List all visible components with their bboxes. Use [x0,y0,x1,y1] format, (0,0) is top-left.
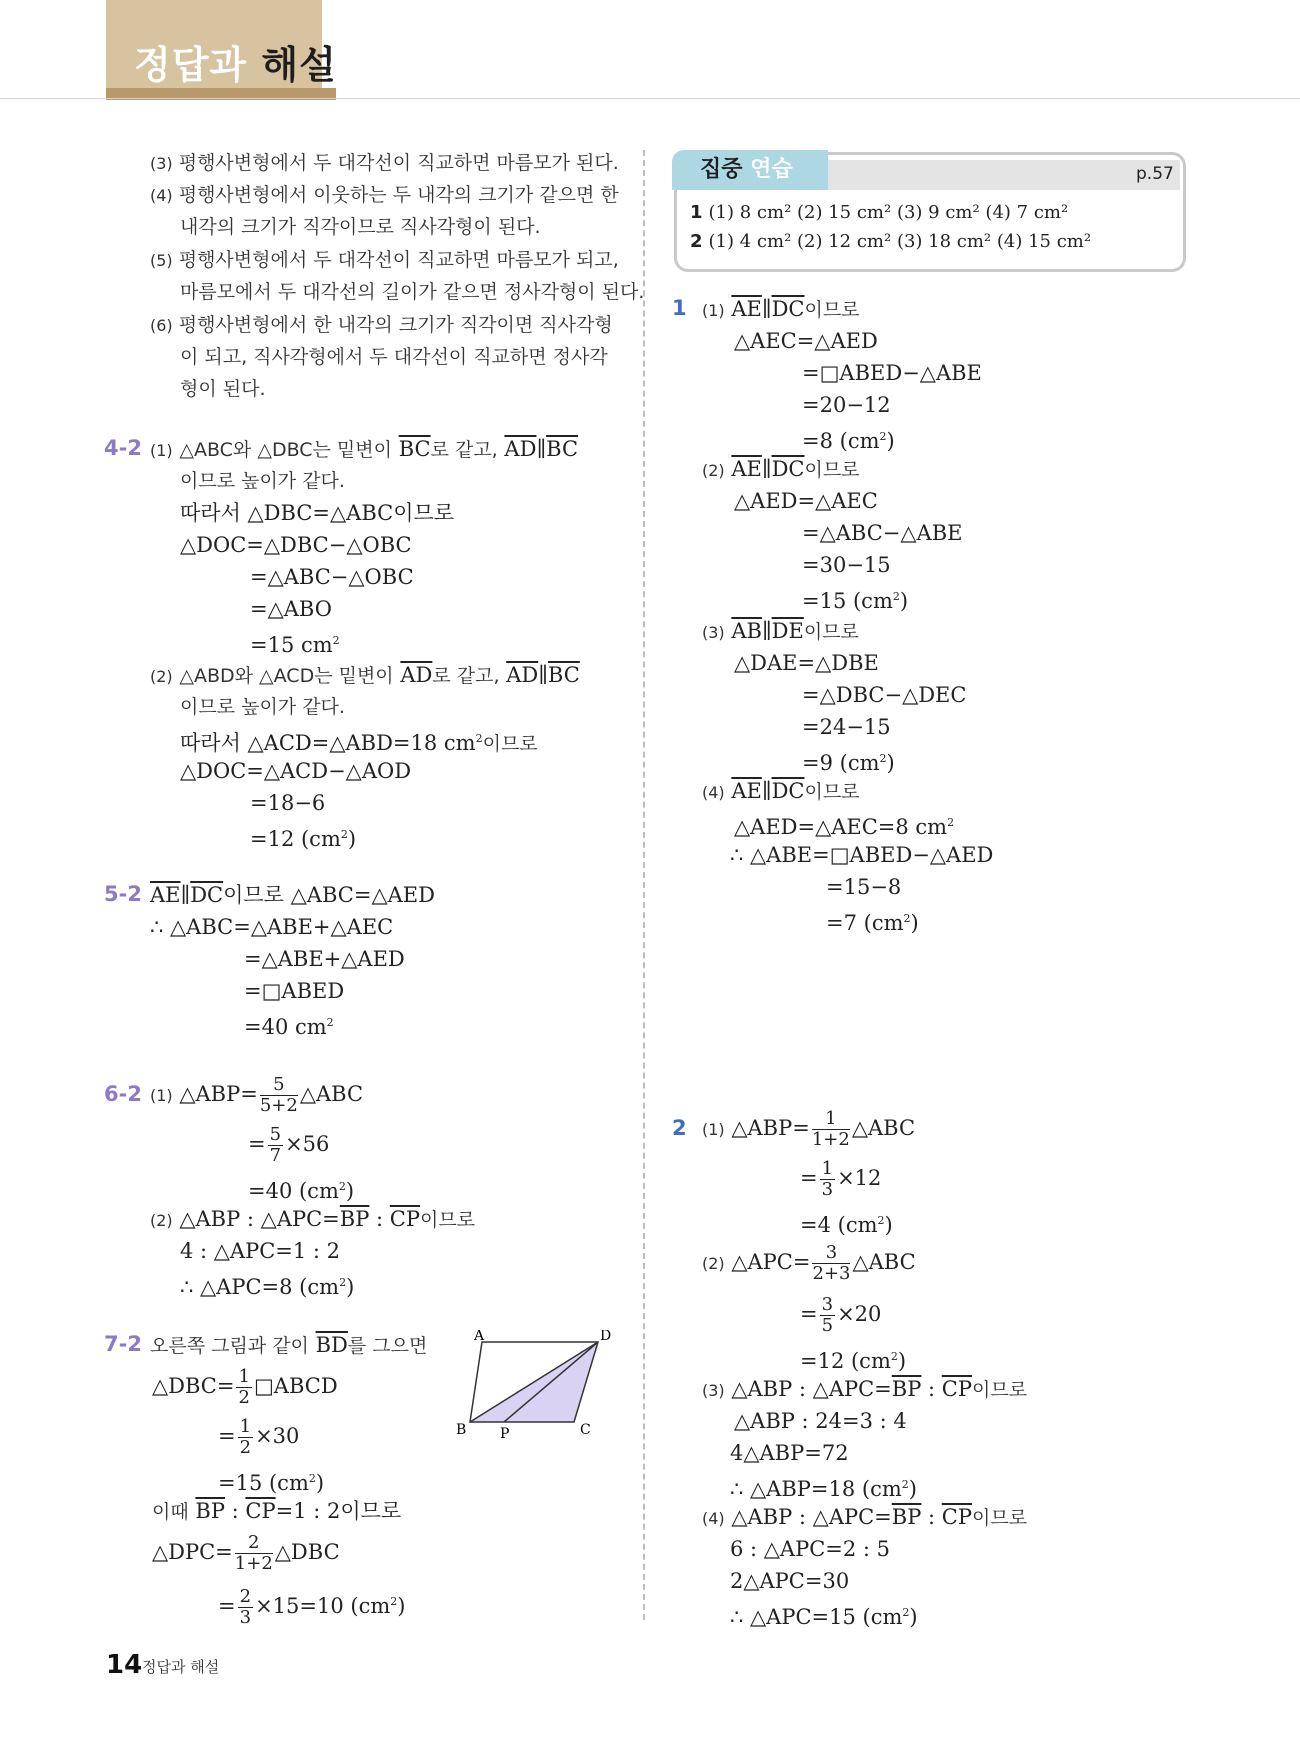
fraction: $\frac{3}{2+3}$ [812,1242,851,1284]
solution-line: △DOC=△ACD−△AOD [180,759,412,783]
solution-line: (4) △ABP : $\triangle APC=\overline{BP}$ : $\overline{CP}$이므로 [702,1505,1028,1529]
fraction: $\frac{5}{7}$ [269,1124,282,1166]
fraction: $\frac{5}{5+2}$ [259,1074,298,1116]
solution-line: =△ABC−△OBC [250,565,414,589]
solution-line: (3) $\overline{AB}\parallel\overline{DE}$이므로 [702,619,859,643]
answer-line: 내각의 크기가 직각이므로 직사각형이 된다. [180,216,541,238]
solution-line: △DPC= $\frac{2}{1+2}$ △DBC [152,1532,340,1574]
answer-line: 마름모에서 두 대각선의 길이가 같으면 정사각형이 된다. [180,281,645,303]
column-divider [643,150,645,1620]
solution-line: ∴ △APC=8 $(cm^2)$ [180,1275,355,1299]
solution-line: 이므로 높이가 같다. [180,696,345,718]
label-p: P [500,1426,510,1440]
parallelogram-figure [450,1330,620,1440]
fraction: $\frac{2}{3}$ [239,1586,252,1628]
solution-line: =△DBC−△DEC [802,683,967,707]
solution-line: ∴ △APC=15 $(cm^2)$ [730,1605,918,1629]
fraction: $\frac{1}{2}$ [238,1366,250,1408]
solution-line: $\overline{AE}\parallel\overline{DC}$이므로 △ABC=△AED [150,883,435,907]
answer-line: (4) 평행사변형에서 이웃하는 두 내각의 크기가 같으면 한 [150,184,619,206]
solution-line: =12 $(cm^2)$ [250,827,357,851]
fraction: $\frac{3}{5}$ [821,1294,834,1336]
solution-line: =△ABE+△AED [244,947,405,971]
solution-line: (2) △ABD와 △ACD는 밑변이 $\overline{AD}$로 같고, $\overline{AD}\parallel\overline{BC}$ [150,663,580,687]
solution-line: (2) $\overline{AE}\parallel\overline{DC}$이므로 [702,457,860,481]
page-header-title: 정답과 해설 [134,43,337,87]
problem-number: 6-2 [104,1082,142,1106]
solution-line: ∴ △ABC=△ABE+△AEC [150,915,394,939]
solution-line: =18−6 [250,791,326,815]
solution-line: =15−8 [826,875,902,899]
solution-line: △DAE=△DBE [734,651,879,675]
solution-line: =40 $cm^2$ [244,1015,334,1039]
solution-line: 이므로 높이가 같다. [180,470,345,492]
footer-label: 정답과 해설 [142,1658,220,1676]
practice-title: 집중 연습 [672,150,828,190]
solution-line: 따라서 △DBC=△ABC이므로 [180,501,455,525]
fraction: $\frac{2}{1+2}$ [234,1532,273,1574]
solution-line: 6 : △APC=2 : 5 [730,1537,891,1561]
solution-line: 따라서 △ACD=△ABD=18 $cm^2$이므로 [180,731,538,755]
label-c: C [580,1422,591,1438]
solution-line: =24−15 [802,715,891,739]
answer-line: 이 되고, 직사각형에서 두 대각선이 직교하면 정사각 [180,346,608,368]
fraction: $\frac{1}{2}$ [239,1416,252,1458]
label-b: B [456,1422,467,1438]
solution-line: = $\frac{3}{5}$ ×20 [800,1294,882,1336]
practice-answer-row: 2 (1) 4 cm² (2) 12 cm² (3) 18 cm² (4) 15 cm² [690,231,1092,252]
solution-line: (2) △APC= $\frac{3}{2+3}$ △ABC [702,1242,916,1284]
solution-line: (3) △ABP : $\triangle APC=\overline{BP}$ : $\overline{CP}$이므로 [702,1377,1028,1401]
page-number: 14 [106,1650,143,1680]
solution-line: 4△ABP=72 [730,1441,849,1465]
solution-line: 오른쪽 그림과 같이 $\overline{BD}$를 그으면 [150,1333,428,1357]
answer-line: 형이 된다. [180,378,266,400]
problem-number: 2 [672,1116,687,1140]
solution-line: △AEC=△AED [734,329,878,353]
solution-line: (1) △ABP= $\frac{5}{5+2}$ △ABC [150,1074,364,1116]
solution-line: =30−15 [802,553,891,577]
solution-line: (1) $\overline{AE}\parallel\overline{DC}$이므로 [702,297,860,321]
solution-line: 이때 $\overline{BP}$ : $\overline{CP}=1$ : 2이므로 [152,1499,402,1523]
solution-line: =20−12 [802,393,891,417]
solution-line: 2△APC=30 [730,1569,850,1593]
solution-line: ∴ △ABP=18 $(cm^2)$ [730,1477,917,1501]
solution-line: (1) △ABP= $\frac{1}{1+2}$ △ABC [702,1108,916,1150]
solution-line: =15 $cm^2$ [250,633,340,657]
header-rule [0,98,1300,99]
problem-number: 1 [672,296,687,320]
solution-line: = $\frac{2}{3}$ ×15=10 $(cm^2)$ [218,1586,406,1628]
fraction: $\frac{1}{3}$ [821,1158,834,1200]
solution-line: 4 : △APC=1 : 2 [180,1239,341,1263]
solution-line: △AED=△AEC [734,489,878,513]
answer-line: (5) 평행사변형에서 두 대각선이 직교하면 마름모가 되고, [150,249,619,271]
practice-answer-row: 1 (1) 8 cm² (2) 15 cm² (3) 9 cm² (4) 7 cm² [690,202,1069,223]
solution-line: =15 $(cm^2)$ [802,589,909,613]
problem-number: 4-2 [104,436,142,460]
problem-number: 5-2 [104,882,142,906]
solution-line: =8 $(cm^2)$ [802,429,895,453]
solution-line: △ABP : 24=3 : 4 [734,1409,907,1433]
solution-line: △DBC= $\frac{1}{2}$ □ABCD [152,1366,338,1408]
solution-line: =□ABED−△ABE [802,361,982,385]
answer-line: (3) 평행사변형에서 두 대각선이 직교하면 마름모가 된다. [150,152,619,174]
label-d: D [600,1330,612,1344]
practice-page-ref: p.57 [1136,164,1174,184]
solution-line: △AED=△AEC=8 $cm^2$ [734,815,955,839]
solution-line: =□ABED [244,979,345,1003]
solution-line: = $\frac{1}{3}$ ×12 [800,1158,882,1200]
solution-line: △DOC=△DBC−△OBC [180,533,412,557]
label-a: A [474,1330,485,1344]
solution-line: (1) △ABC와 △DBC는 밑변이 $\overline{BC}$로 같고, $\overline{AD}\parallel\overline{BC}$ [150,437,579,461]
solution-line: =△ABC−△ABE [802,521,963,545]
solution-line: =△ABO [250,597,332,621]
solution-line: = $\frac{5}{7}$ ×56 [248,1124,330,1166]
solution-line: ∴ △ABE=□ABED−△AED [730,843,994,867]
solution-line: (4) $\overline{AE}\parallel\overline{DC}$이므로 [702,779,860,803]
problem-number: 7-2 [104,1332,142,1356]
practice-header-bar [828,160,1180,190]
solution-line: =40 $(cm^2)$ [248,1179,355,1203]
solution-line: =9 $(cm^2)$ [802,751,895,775]
answer-line: (6) 평행사변형에서 한 내각의 크기가 직각이면 직사각형 [150,314,613,336]
solution-line: = $\frac{1}{2}$ ×30 [218,1416,300,1458]
solution-line: =12 $(cm^2)$ [800,1349,907,1373]
solution-line: =15 $(cm^2)$ [218,1471,325,1495]
fraction: $\frac{1}{1+2}$ [811,1108,850,1150]
solution-line: (2) △ABP : $\triangle APC=\overline{BP}$ : $\overline{CP}$이므로 [150,1207,476,1231]
solution-line: =4 $(cm^2)$ [800,1213,893,1237]
solution-line: =7 $(cm^2)$ [826,911,919,935]
